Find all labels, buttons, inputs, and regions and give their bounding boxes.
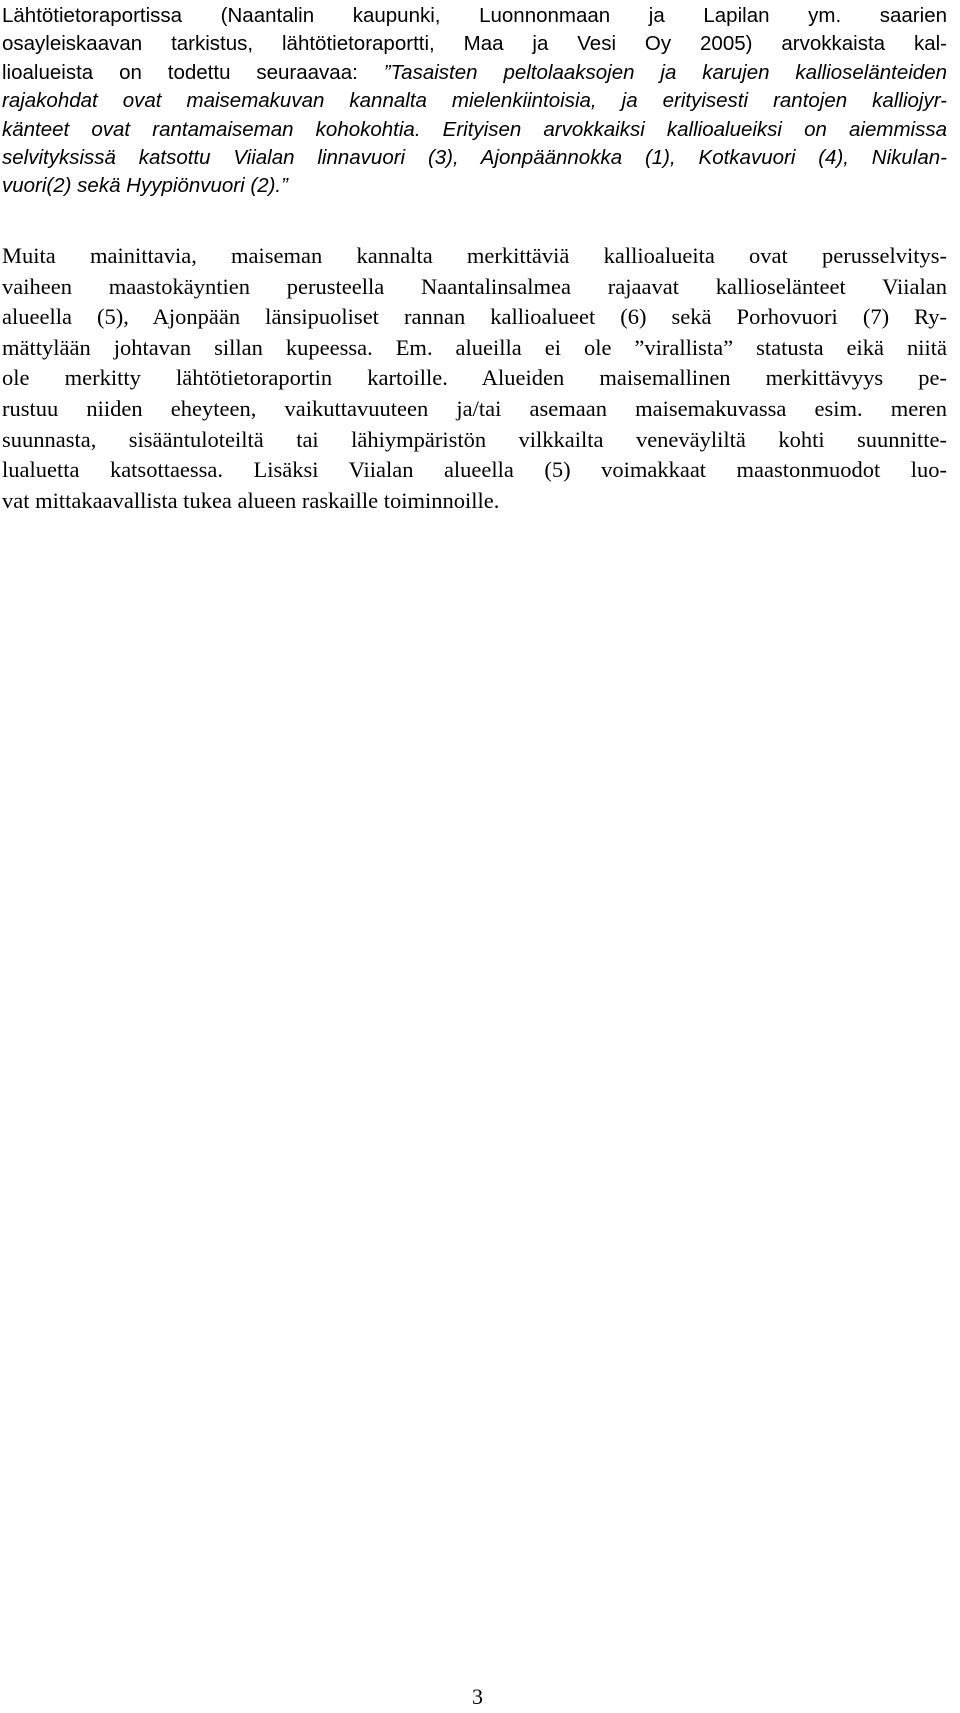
text-line bbox=[2, 2, 947, 30]
text-line: alueella (5), Ajonpään länsipuoliset rannan kallioalueet (6) sekä Porhovuori (7) Ry- bbox=[2, 304, 947, 330]
text-line: ole merkitty lähtötietoraportin kartoille. Alueiden maisemallinen merkittävyys pe- bbox=[2, 365, 947, 391]
text-line: lualuetta katsottaessa. Lisäksi Viialan alueella (5) voimakkaat maastonmuodot luo- bbox=[2, 457, 947, 483]
text-line bbox=[2, 30, 947, 58]
text-line bbox=[2, 116, 947, 144]
page-number: 3 bbox=[472, 1684, 483, 1709]
text-line bbox=[2, 172, 947, 200]
text-line: Muita mainittavia, maiseman kannalta merkittäviä kallioalueita ovat perusselvitys- bbox=[2, 243, 947, 268]
text-run: lioalueista on todettu seuraavaa: bbox=[2, 60, 384, 84]
italic-quote-run: selvityksissä katsottu Viialan linnavuori (3), Ajonpäännokka (1), Kotkavuori (4), Nikulan- bbox=[2, 146, 947, 170]
italic-quote-run: rajakohdat ovat maisemakuvan kannalta mielenkiintoisia, ja erityisesti rantojen kalliojyr- bbox=[2, 89, 947, 113]
text-line: rustuu niiden eheyteen, vaikuttavuuteen ja/tai asemaan maisemakuvassa esim. meren bbox=[2, 395, 947, 421]
text-line: vat mittakaavallista tukea alueen raskaille toiminnoille. bbox=[2, 487, 500, 513]
italic-quote-run: vuori(2) sekä Hyypiönvuori (2).” bbox=[2, 174, 288, 198]
text-run: osayleiskaavan tarkistus, lähtötietoraportti, Maa ja Vesi Oy 2005) arvokkaista kal- bbox=[2, 32, 947, 56]
text-line bbox=[2, 144, 947, 172]
text-run: Lähtötietoraportissa (Naantalin kaupunki, Luonnonmaan ja Lapilan ym. saarien bbox=[2, 4, 947, 27]
paragraph-additional-rock-areas bbox=[2, 241, 947, 516]
italic-quote-run: känteet ovat rantamaiseman kohokohtia. Erityisen arvokkaiksi kallioalueiksi on aiemmissa bbox=[2, 117, 947, 141]
paragraph-landscape-report-quote bbox=[2, 2, 947, 201]
italic-quote-run: ”Tasaisten peltolaaksojen ja karujen kallioselänteiden bbox=[383, 60, 947, 84]
text-line: vaiheen maastokäyntien perusteella Naantalinsalmea rajaavat kallioselänteet Viialan bbox=[2, 273, 947, 299]
text-line bbox=[2, 59, 947, 87]
text-line: mättylään johtavan sillan kupeessa. Em. alueilla ei ole ”virallista” statusta eikä niitä bbox=[2, 334, 947, 360]
text-line: suunnasta, sisääntuloteiltä tai lähiympäristön vilkkailta veneväyliltä kohti suunnitte- bbox=[2, 426, 947, 452]
text-line bbox=[2, 87, 947, 115]
